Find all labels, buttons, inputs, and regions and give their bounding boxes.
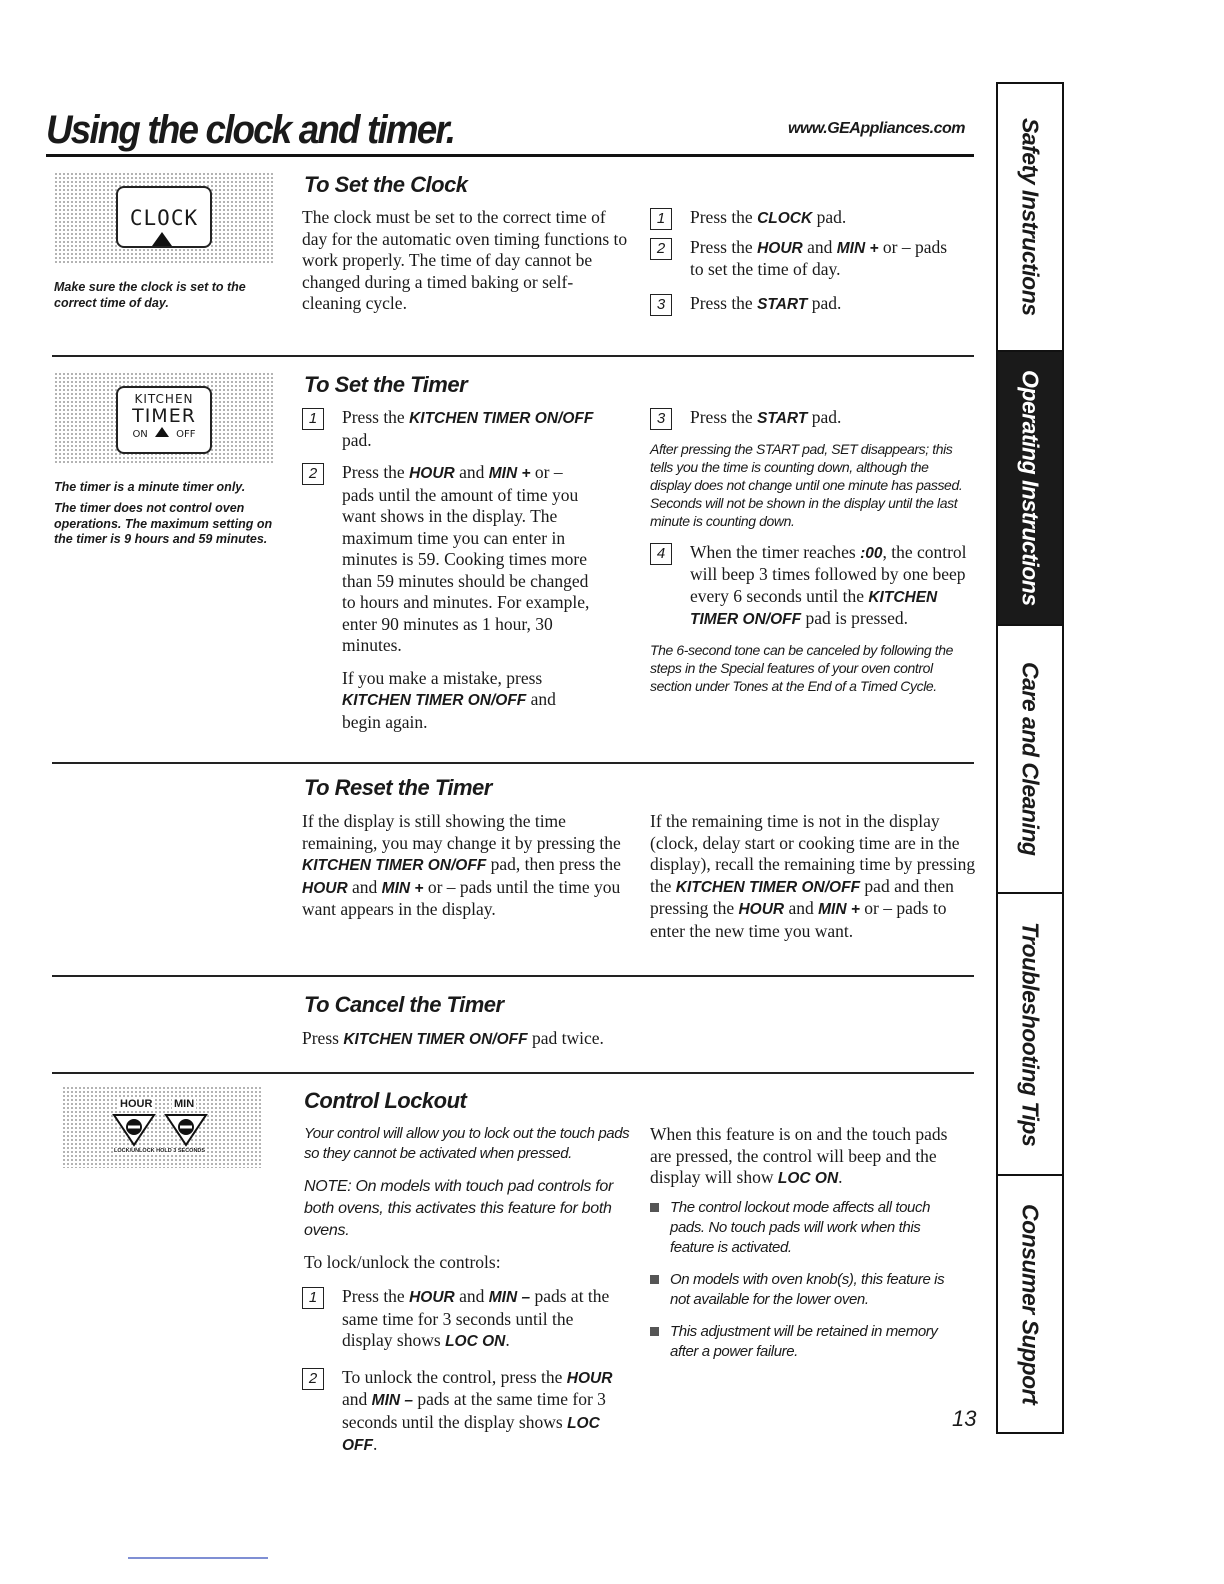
- section-divider: [52, 1072, 974, 1074]
- tab-label: Safety Instructions: [1017, 118, 1044, 316]
- step-number: 2: [302, 1368, 324, 1390]
- pad-name: MIN +: [836, 239, 879, 257]
- pad-name: KITCHEN TIMER ON/OFF: [409, 410, 594, 427]
- body-text: or – pads to enter the new time you want.: [650, 898, 947, 941]
- lockout-intro: Your control will allow you to lock out the touch pads so they cannot be activated when pressed.: [304, 1125, 630, 1162]
- timer-pad-line2: TIMER: [132, 405, 196, 427]
- lockout-bullets: [650, 1198, 950, 1362]
- body-text: or – pads until the time you want appears in the display.: [302, 876, 621, 919]
- step-text: Press the: [690, 292, 758, 313]
- lockout-bullet: [650, 1198, 950, 1258]
- step-text: Press the: [342, 462, 410, 482]
- display-value: LOC ON: [777, 1170, 839, 1187]
- bullet-text: This adjustment will be retained in memory after a power failure.: [670, 1323, 938, 1360]
- bullet-icon: [650, 1203, 659, 1212]
- pad-name: MIN +: [381, 879, 424, 897]
- timer-pad-off: OFF: [176, 429, 196, 440]
- lockout-pads-illustration: [62, 1086, 262, 1168]
- hour-min-pads-graphic: [112, 1113, 212, 1147]
- lockout-steps: [302, 1286, 622, 1457]
- hour-pad-label: HOUR: [120, 1098, 153, 1110]
- pad-name: MIN –: [488, 1289, 531, 1306]
- step-text: .: [373, 1434, 378, 1454]
- set-timer-left-steps: [302, 407, 598, 733]
- display-value: LOC OFF: [342, 1414, 600, 1454]
- cancel-timer-heading: To Cancel the Timer: [304, 992, 504, 1017]
- tab-troubleshooting-tips[interactable]: [998, 894, 1062, 1176]
- lockout-lead: To lock/unlock the controls:: [304, 1252, 501, 1272]
- step-text: pad.: [342, 429, 372, 450]
- body-text: Press: [302, 1028, 344, 1048]
- step-number: 4: [650, 543, 672, 565]
- lockout-step-2: [302, 1367, 622, 1457]
- tab-safety-instructions[interactable]: [998, 84, 1062, 352]
- step-number: 1: [302, 408, 324, 430]
- display-value: :00: [860, 544, 883, 562]
- section-tabs-sidebar: [996, 82, 1064, 1434]
- set-timer-right-steps: [650, 407, 970, 695]
- set-clock-heading: To Set the Clock: [304, 172, 468, 197]
- step-text: .: [505, 1330, 510, 1350]
- step-text: If you make a mistake, press: [342, 667, 543, 688]
- timer-mistake-text: [302, 668, 598, 734]
- website-url: www.GEAppliances.com: [788, 120, 966, 137]
- timer-pad-line1: KITCHEN: [134, 392, 194, 406]
- step-number: 3: [650, 294, 672, 316]
- step-text: pads at the same time for 3 seconds until the display shows: [342, 1389, 606, 1432]
- step-text: pad.: [807, 407, 842, 427]
- timer-pad-illustration: [54, 372, 274, 464]
- step-text: and: [342, 1389, 372, 1409]
- bullet-icon: [650, 1327, 659, 1336]
- page-title: Using the clock and timer.: [46, 108, 455, 152]
- title-rule: [46, 154, 974, 157]
- section-divider: [52, 975, 974, 977]
- pad-name: HOUR: [409, 465, 455, 482]
- bullet-text: The control lockout mode affects all touch pads. No touch pads will work when this feature is activated.: [670, 1199, 931, 1256]
- pad-name: HOUR: [566, 1369, 613, 1387]
- clock-pad-illustration: [54, 172, 274, 264]
- pad-name: KITCHEN TIMER ON/OFF: [690, 588, 938, 628]
- step-number: 2: [302, 463, 324, 485]
- step-text: Press the: [342, 407, 410, 427]
- step-text: Press the: [690, 207, 758, 227]
- control-lockout-heading: Control Lockout: [304, 1088, 467, 1113]
- lockout-note: NOTE: On models with touch pad controls for both ovens, this activates this feature for both ovens.: [304, 1178, 614, 1239]
- clock-step-3: [650, 293, 950, 316]
- step-number: 1: [650, 208, 672, 230]
- lockout-right-text: [650, 1124, 960, 1190]
- tab-label: Troubleshooting Tips: [1017, 921, 1044, 1147]
- step-text: or – pads until the amount of time you want shows in the display. The maximum time you can enter in minutes is 59. Cooking times more than 59 minutes should be changed to hours and minutes. For example, enter 90 minutes as 1 hour, 30 minutes.: [342, 462, 590, 655]
- tab-operating-instructions[interactable]: [998, 352, 1062, 626]
- step-text: Press the: [690, 236, 758, 257]
- lockout-step-1: [302, 1286, 622, 1353]
- pad-name: KITCHEN TIMER ON/OFF: [342, 692, 527, 709]
- pad-name: KITCHEN TIMER ON/OFF: [343, 1031, 528, 1048]
- step-text: , the control will beep 3 times followed by one beep every 6 seconds until the: [690, 541, 967, 606]
- clock-step-1: [650, 207, 950, 230]
- pad-name: MIN +: [488, 465, 531, 482]
- tab-label: Operating Instructions: [1017, 370, 1044, 606]
- timer-step-3: [650, 407, 970, 430]
- tab-label: Care and Cleaning: [1017, 662, 1044, 856]
- display-value: LOC ON: [445, 1333, 506, 1350]
- body-text: pad twice.: [527, 1028, 604, 1048]
- reset-timer-heading: To Reset the Timer: [304, 775, 492, 800]
- page-number: 13: [952, 1406, 977, 1431]
- step-text: Press the: [690, 407, 758, 427]
- tab-care-and-cleaning[interactable]: [998, 626, 1062, 894]
- step-text: and begin again.: [342, 689, 556, 732]
- set-timer-heading: To Set the Timer: [304, 372, 468, 397]
- pad-name: KITCHEN TIMER ON/OFF: [302, 857, 487, 874]
- min-pad-label: MIN: [174, 1098, 195, 1110]
- lockout-pad-caption: LOCK/UNLOCK HOLD 3 SECONDS: [114, 1148, 206, 1154]
- step-text: pad is pressed.: [801, 608, 909, 628]
- timer-caption-1: The timer is a minute timer only.: [54, 480, 246, 494]
- body-text: and: [347, 876, 382, 897]
- timer-step-2: [302, 462, 598, 657]
- tab-consumer-support[interactable]: [998, 1176, 1062, 1432]
- step-text: Press the: [342, 1286, 410, 1306]
- cancel-timer-text: [302, 1028, 702, 1051]
- lockout-bullet: [650, 1270, 950, 1310]
- body-text: pad and then pressing the: [650, 875, 954, 918]
- clock-step-2: [650, 237, 950, 281]
- set-clock-steps: [650, 207, 950, 315]
- section-divider: [52, 355, 974, 357]
- pad-name: KITCHEN TIMER ON/OFF: [675, 878, 861, 896]
- pad-name: MIN +: [818, 901, 860, 918]
- pad-name: MIN –: [371, 1392, 413, 1409]
- step-text: and: [454, 1286, 489, 1306]
- step-number: 2: [650, 238, 672, 260]
- bullet-text: On models with oven knob(s), this feature is not available for the lower oven.: [670, 1271, 945, 1308]
- pad-name: HOUR: [757, 239, 803, 257]
- clock-pad-label: CLOCK: [129, 206, 199, 230]
- timer-caption-2: The timer does not control oven operations. The maximum setting on the timer is 9 hours and 59 minutes.: [54, 501, 273, 546]
- section-divider: [52, 762, 974, 764]
- triangle-indicator-icon: [155, 427, 169, 437]
- triangle-indicator-icon: [152, 232, 172, 246]
- pad-name: HOUR: [738, 901, 785, 918]
- step-text: or – pads to set the time of day.: [690, 236, 948, 279]
- body-text: If the remaining time is not in the display (clock, delay start or cooking time are in the display), recall the remaining time by pressing the: [650, 811, 976, 896]
- body-text: .: [838, 1167, 843, 1187]
- pad-name: CLOCK: [757, 210, 813, 227]
- set-clock-intro: The clock must be set to the correct time of day for the automatic oven timing functions to work properly. The time of day cannot be changed during a timed baking or self-cleaning cycle.: [302, 207, 628, 313]
- body-text: When this feature is on and the touch pads are pressed, the control will beep and the display will show: [650, 1124, 948, 1187]
- reset-timer-left: [302, 811, 630, 921]
- step-text: and: [802, 236, 837, 257]
- step-text: pads at the same time for 3 seconds until the display shows: [342, 1286, 610, 1350]
- timer-step-4: [650, 542, 970, 631]
- pad-name: START: [757, 410, 808, 427]
- reset-timer-right: [650, 811, 976, 942]
- timer-note-start: After pressing the START pad, SET disappears; this tells you the time is counting down, although the display does not change until one minute has passed. Seconds will not be shown in the display until the last minute is counting down.: [650, 440, 963, 529]
- step-text: To unlock the control, press the: [342, 1366, 567, 1387]
- pad-name: HOUR: [409, 1289, 455, 1306]
- step-text: When the timer reaches: [690, 541, 861, 562]
- body-text: pad, then press the: [486, 854, 621, 874]
- tab-label: Consumer Support: [1017, 1203, 1044, 1405]
- pad-name: HOUR: [302, 879, 348, 897]
- bottom-scan-mark: [128, 1557, 268, 1559]
- pad-name: START: [757, 295, 808, 313]
- timer-note-tone: The 6-second tone can be canceled by following the steps in the Special features of your oven control section under Tones at the End of a Timed Cycle.: [650, 641, 953, 694]
- lockout-bullet: [650, 1322, 950, 1362]
- step-number: 1: [302, 1287, 324, 1309]
- step-number: 3: [650, 408, 672, 430]
- step-text: and: [454, 462, 489, 482]
- timer-step-1: [302, 407, 598, 451]
- step-text: pad.: [807, 292, 842, 313]
- step-text: pad.: [812, 207, 847, 227]
- kitchen-timer-pad: [116, 386, 212, 454]
- bullet-icon: [650, 1275, 659, 1284]
- clock-caption: Make sure the clock is set to the correct time of day.: [54, 280, 246, 310]
- timer-pad-on: ON: [132, 429, 148, 440]
- body-text: If the display is still showing the time remaining, you may change it by pressing the: [302, 811, 621, 853]
- body-text: and: [784, 898, 819, 918]
